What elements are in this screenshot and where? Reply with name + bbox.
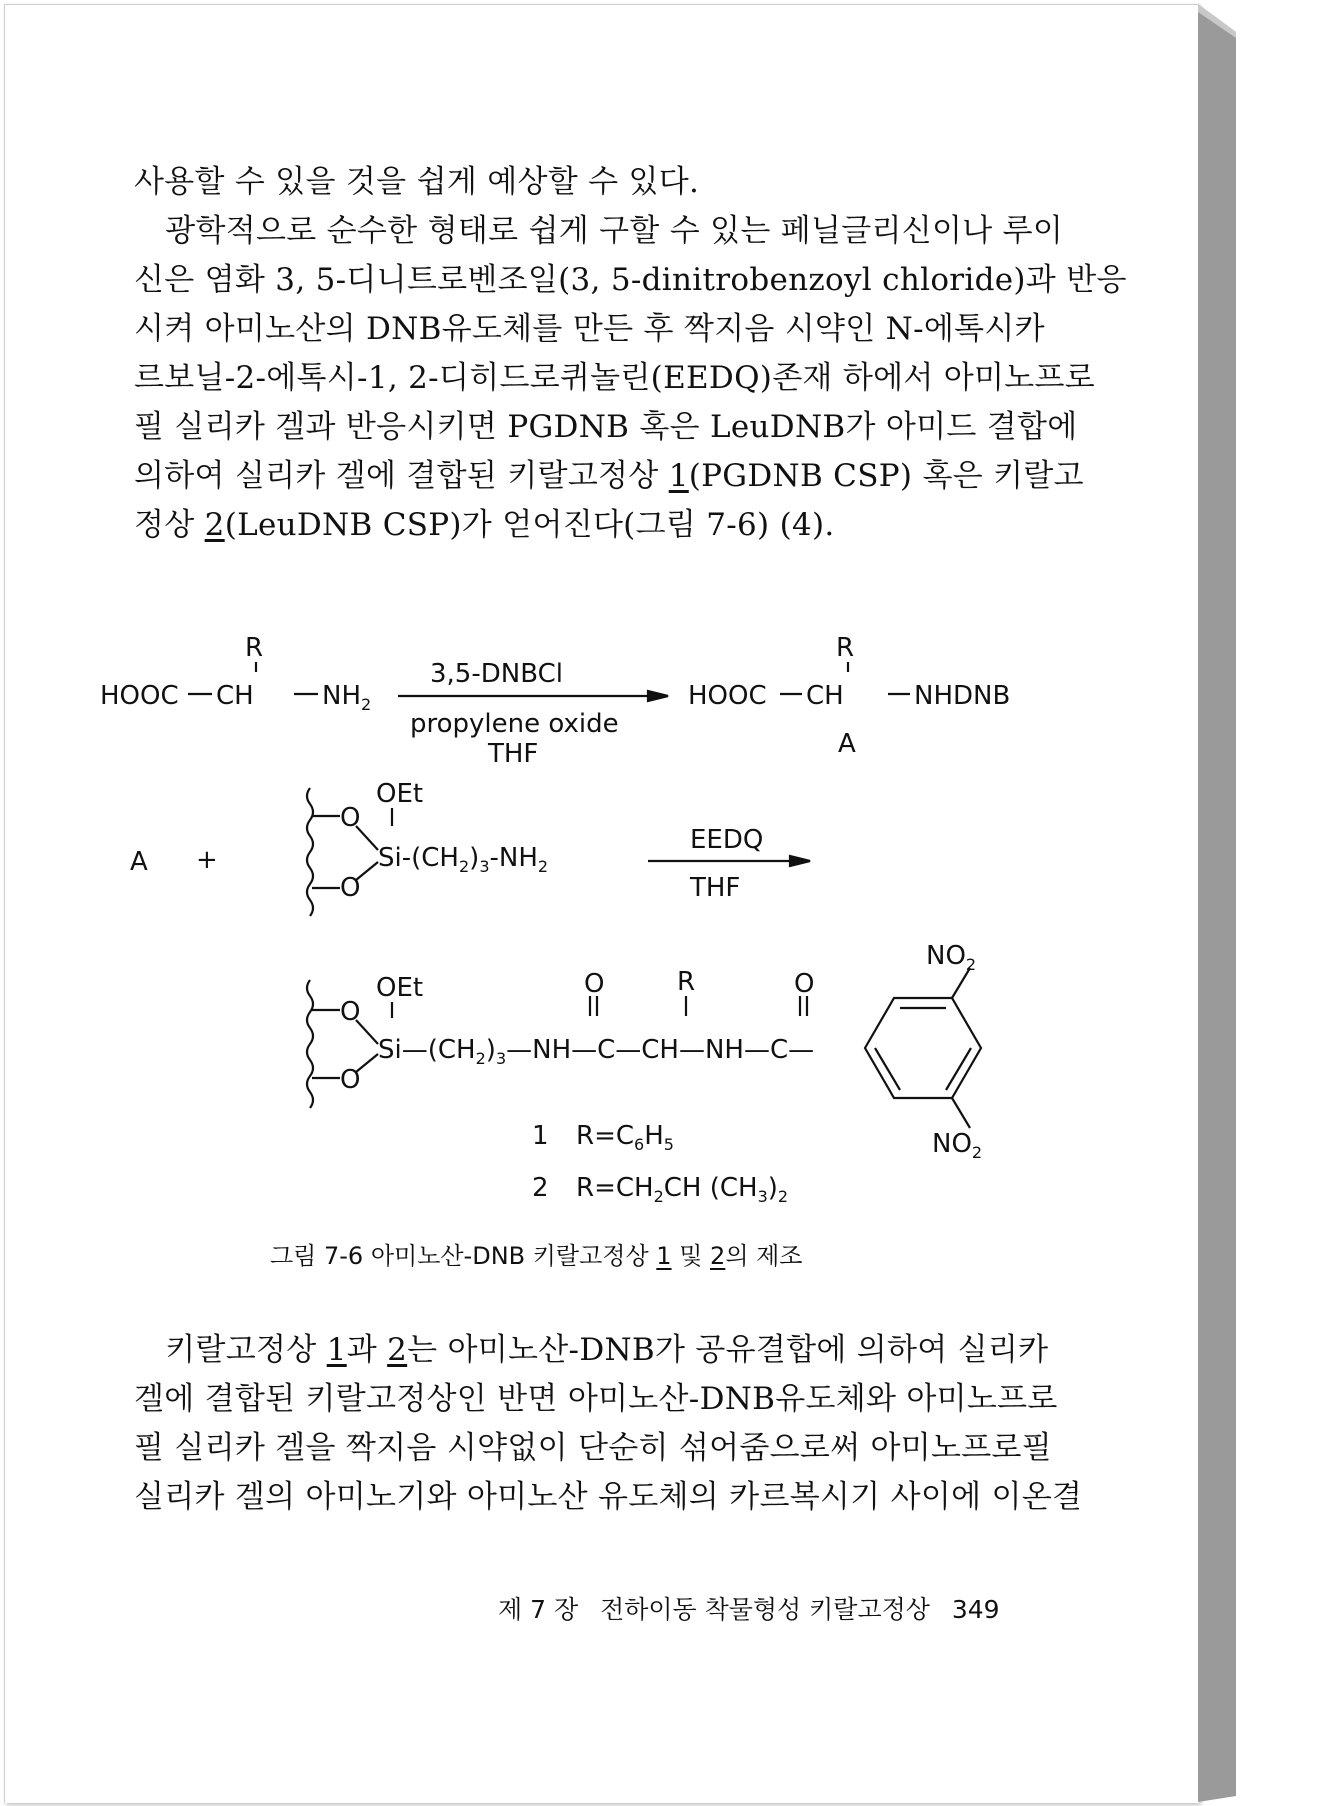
chem-text: H <box>644 1121 664 1151</box>
chem-text: OEt <box>376 973 424 1003</box>
reaction-scheme <box>100 600 1060 1240</box>
compound-label: A <box>130 847 148 877</box>
text-fragment: 과 <box>346 1332 388 1368</box>
compound-number: 1 <box>656 1242 672 1270</box>
chem-text: HOOC <box>100 681 179 711</box>
text-line <box>134 501 1014 550</box>
text-line: 신은 염화 3, 5-디니트로벤조일(3, 5-dinitrobenzoyl chloride)과 반응 <box>134 262 1127 298</box>
chem-text: OEt <box>376 779 424 809</box>
caption-text: 및 <box>671 1242 711 1270</box>
chem-text: CH (CH <box>663 1173 758 1203</box>
page-footer <box>498 1590 1014 1626</box>
chem-text: Si <box>378 843 402 873</box>
text-line: 시켜 아미노산의 DNB유도체를 만든 후 짝지음 시약인 N-에톡시카 <box>134 311 1045 347</box>
chem-text: ) <box>469 843 480 873</box>
chem-text: R=CH <box>576 1173 654 1203</box>
chem-text <box>378 1035 814 1068</box>
chem-text: NO <box>932 1129 972 1159</box>
chem-text: O <box>340 1065 361 1095</box>
text-fragment: 정상 <box>134 507 205 543</box>
chapter-label: 제 7 장 <box>498 1595 579 1624</box>
chem-text: HOOC <box>688 681 767 711</box>
paragraph-1 <box>134 158 1127 550</box>
text-line: 광학적으로 순수한 형태로 쉽게 구할 수 있는 페닐글리신이나 루이 <box>134 213 1064 249</box>
reagent-label: EEDQ <box>690 825 764 855</box>
text-line: 실리카 겔의 아미노기와 아미노산 유도체의 카르복시기 사이에 이온결 <box>134 1479 1083 1515</box>
plus-sign: + <box>196 845 218 875</box>
text-fragment: 키랄고정상 <box>134 1332 327 1368</box>
chem-text: ) <box>767 1173 778 1203</box>
text-fragment: (LeuDNB CSP)가 얻어진다(그림 7-6) (4). <box>224 507 835 543</box>
subscript: 2 <box>537 857 549 876</box>
text-line: 르보닐-2-에톡시-1, 2-디히드로퀴놀린(EEDQ)존재 하에서 아미노프로 <box>134 360 1095 396</box>
nitro-group <box>932 1129 982 1162</box>
compound-number: 1 <box>668 458 689 494</box>
nitro-group <box>926 941 976 974</box>
r-label: R <box>677 967 696 997</box>
subscript: 2 <box>475 1049 486 1068</box>
reagent-label: THF <box>690 873 741 903</box>
subscript: 2 <box>777 1187 789 1206</box>
compound-number: 2 <box>710 1242 726 1270</box>
chem-text: O <box>340 803 361 833</box>
chem-text: —NH—C—CH—NH—C— <box>506 1035 815 1065</box>
chem-text: -NH <box>489 843 538 873</box>
text-line: 겔에 결합된 키랄고정상인 반면 아미노산-DNB유도체와 아미노프로 <box>134 1381 1058 1417</box>
chem-text: —(CH <box>401 1035 476 1065</box>
text-line <box>134 1326 1049 1375</box>
compound-number: 2 <box>532 1173 549 1203</box>
substituent-definition <box>576 1173 788 1206</box>
text-line: 사용할 수 있을 것을 쉽게 예상할 수 있다. <box>134 164 700 200</box>
subscript: 2 <box>653 1187 664 1206</box>
chem-text: -(CH <box>401 843 459 873</box>
text-line <box>134 452 1084 501</box>
subscript: 2 <box>971 1143 983 1162</box>
compound-number: 1 <box>326 1332 347 1368</box>
chem-text: NHDNB <box>914 681 1011 711</box>
page-number: 349 <box>951 1595 1000 1624</box>
subscript: 3 <box>757 1187 768 1206</box>
compound-number: 2 <box>387 1332 408 1368</box>
text-fragment: (PGDNB CSP) 혹은 키랄고 <box>688 458 1084 494</box>
chapter-title: 전하이동 착물형성 키랄고정상 <box>600 1595 930 1624</box>
caption-text: 그림 7-6 아미노산-DNB 키랄고정상 <box>270 1242 657 1270</box>
chem-text: Si <box>378 1035 402 1065</box>
chem-text: O <box>340 997 361 1027</box>
chem-text <box>378 843 548 876</box>
substituent-definition <box>576 1121 674 1154</box>
reagent-label: propylene oxide <box>410 709 619 739</box>
text-fragment: 는 아미노산-DNB가 공유결합에 의하여 실리카 <box>407 1332 1049 1368</box>
carbonyl-oxygen: O <box>584 969 605 999</box>
text-line: 필 실리카 겔과 반응시키면 PGDNB 혹은 LeuDNB가 아미드 결합에 <box>134 409 1078 445</box>
subscript: 2 <box>361 695 372 714</box>
chem-text: NO <box>926 941 966 971</box>
chem-text: ) <box>485 1035 496 1065</box>
subscript: 5 <box>663 1135 674 1154</box>
caption-text: 의 제조 <box>725 1242 803 1270</box>
reagent-label: 3,5-DNBCl <box>430 659 563 689</box>
compound-number: 1 <box>532 1121 549 1151</box>
page-edge <box>1198 4 1244 1802</box>
compound-label: A <box>838 729 856 759</box>
chem-text: CH <box>216 681 254 711</box>
paragraph-2 <box>134 1326 1083 1522</box>
chem-text: NH <box>322 681 361 711</box>
text-fragment: 의하여 실리카 겔에 결합된 키랄고정상 <box>134 458 669 494</box>
reagent-label: THF <box>488 739 539 769</box>
subscript: 2 <box>458 857 470 876</box>
chem-text: O <box>340 873 361 903</box>
compound-number: 2 <box>204 507 225 543</box>
chem-text: CH <box>806 681 844 711</box>
chem-text: R=C <box>576 1121 635 1151</box>
subscript: 6 <box>634 1135 645 1154</box>
subscript: 2 <box>965 955 977 974</box>
figure-caption <box>270 1236 803 1271</box>
text-line: 필 실리카 겔을 짝지음 시약없이 단순히 섞어줌으로써 아미노프로필 <box>134 1430 1052 1466</box>
r-label: R <box>245 633 264 663</box>
r-label: R <box>836 633 855 663</box>
carbonyl-oxygen: O <box>794 969 815 999</box>
subscript: 3 <box>495 1049 507 1068</box>
subscript: 3 <box>479 857 490 876</box>
chem-text <box>322 681 371 714</box>
